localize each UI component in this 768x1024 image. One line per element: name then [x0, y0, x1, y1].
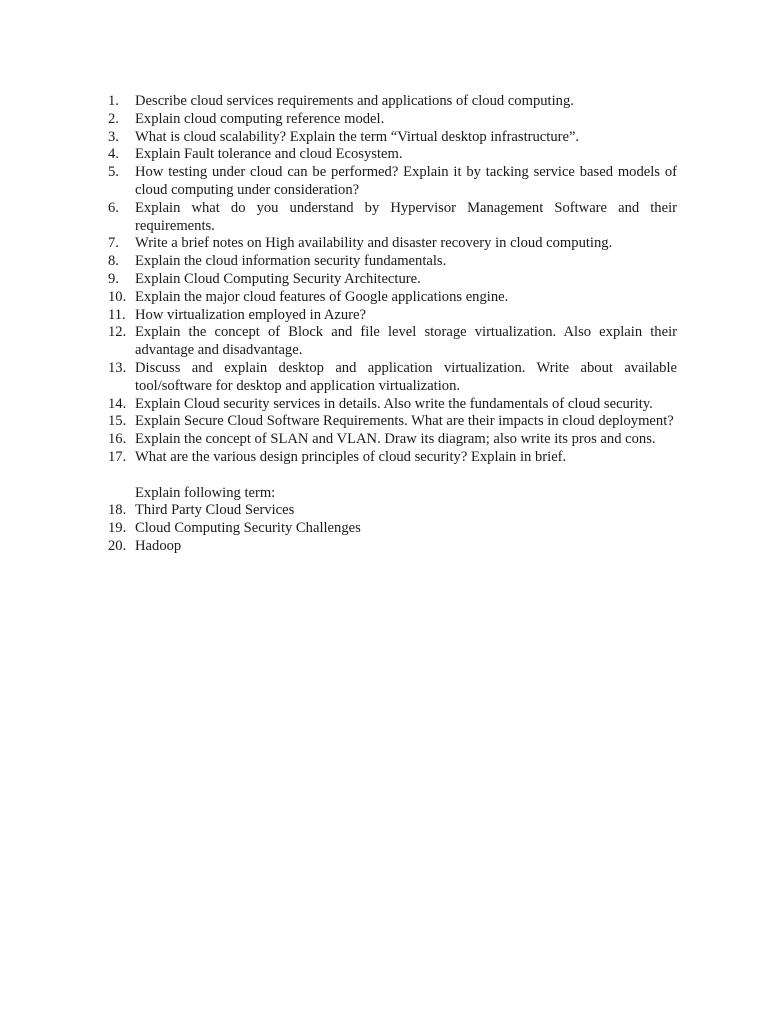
- list-item: [108, 431, 677, 449]
- item-number: 19.: [108, 520, 127, 537]
- item-text: Explain the concept of Block and file level storage virtualization. Also explain their advantage and disadvantage.: [135, 324, 677, 359]
- item-text: Describe cloud services requirements and applications of cloud computing.: [135, 93, 574, 109]
- item-text: Hadoop: [135, 537, 182, 554]
- item-number: 13.: [108, 359, 127, 376]
- document-content: [108, 93, 677, 556]
- list-item: [108, 413, 677, 431]
- item-text: Explain Cloud security services in details. Also write the fundamentals of cloud security.: [135, 395, 653, 412]
- item-number: 7.: [108, 235, 119, 252]
- item-text: What is cloud scalability? Explain the term “Virtual desktop infrastructure”.: [135, 128, 580, 145]
- item-number: 8.: [108, 253, 119, 270]
- item-number: 5.: [108, 164, 119, 181]
- list-item: [108, 111, 677, 129]
- list-item: [108, 520, 677, 538]
- item-text: Discuss and explain desktop and application virtualization. Write about available tool/software for desktop and application virtualization.: [135, 359, 677, 394]
- terms-intro: Explain following term:: [135, 484, 276, 501]
- list-item: [108, 307, 677, 325]
- item-number: 6.: [108, 199, 119, 216]
- item-number: 16.: [108, 431, 127, 448]
- item-text: Cloud Computing Security Challenges: [135, 520, 361, 537]
- item-text: Explain the major cloud features of Google applications engine.: [135, 288, 509, 305]
- item-number: 20.: [108, 537, 127, 554]
- item-number: 15.: [108, 413, 127, 430]
- item-number: 12.: [108, 324, 127, 341]
- list-item: [108, 271, 677, 289]
- list-item: [108, 235, 677, 253]
- item-text: Explain Secure Cloud Software Requirements. What are their impacts in cloud deployment?: [135, 413, 674, 430]
- list-item: [108, 449, 677, 467]
- list-item: [108, 538, 677, 556]
- item-text: Explain Fault tolerance and cloud Ecosystem.: [135, 146, 403, 163]
- item-text: Explain the concept of SLAN and VLAN. Draw its diagram; also write its pros and cons.: [135, 431, 656, 448]
- terms-list: [108, 502, 677, 555]
- list-item: [108, 253, 677, 271]
- item-number: 1.: [108, 93, 119, 109]
- list-item: [108, 146, 677, 164]
- list-item: [108, 360, 677, 396]
- item-number: 17.: [108, 448, 127, 465]
- item-text: Explain the cloud information security fundamentals.: [135, 253, 447, 270]
- item-number: 10.: [108, 288, 127, 305]
- item-text: Explain Cloud Computing Security Architecture.: [135, 270, 421, 287]
- question-list: [108, 93, 677, 467]
- item-number: 9.: [108, 270, 119, 287]
- item-text: How testing under cloud can be performed? Explain it by tacking service based models of cloud computing under consideration?: [135, 164, 677, 198]
- list-item: [108, 200, 677, 236]
- item-number: 11.: [108, 306, 126, 323]
- list-item: [108, 129, 677, 147]
- item-number: 4.: [108, 146, 119, 163]
- list-item: [108, 93, 677, 111]
- item-text: Explain what do you understand by Hypervisor Management Software and their requirements.: [135, 199, 677, 234]
- list-item: [108, 289, 677, 307]
- item-text: How virtualization employed in Azure?: [135, 306, 366, 323]
- list-item: [108, 502, 677, 520]
- list-item: [108, 324, 677, 360]
- item-text: What are the various design principles of cloud security? Explain in brief.: [135, 448, 567, 465]
- item-number: 18.: [108, 502, 127, 519]
- list-item: [108, 164, 677, 200]
- item-text: Third Party Cloud Services: [135, 502, 295, 519]
- item-text: Explain cloud computing reference model.: [135, 110, 385, 127]
- item-number: 3.: [108, 128, 119, 145]
- item-number: 2.: [108, 110, 119, 127]
- item-text: Write a brief notes on High availability and disaster recovery in cloud computing.: [135, 235, 613, 252]
- list-item: [108, 396, 677, 414]
- item-number: 14.: [108, 395, 127, 412]
